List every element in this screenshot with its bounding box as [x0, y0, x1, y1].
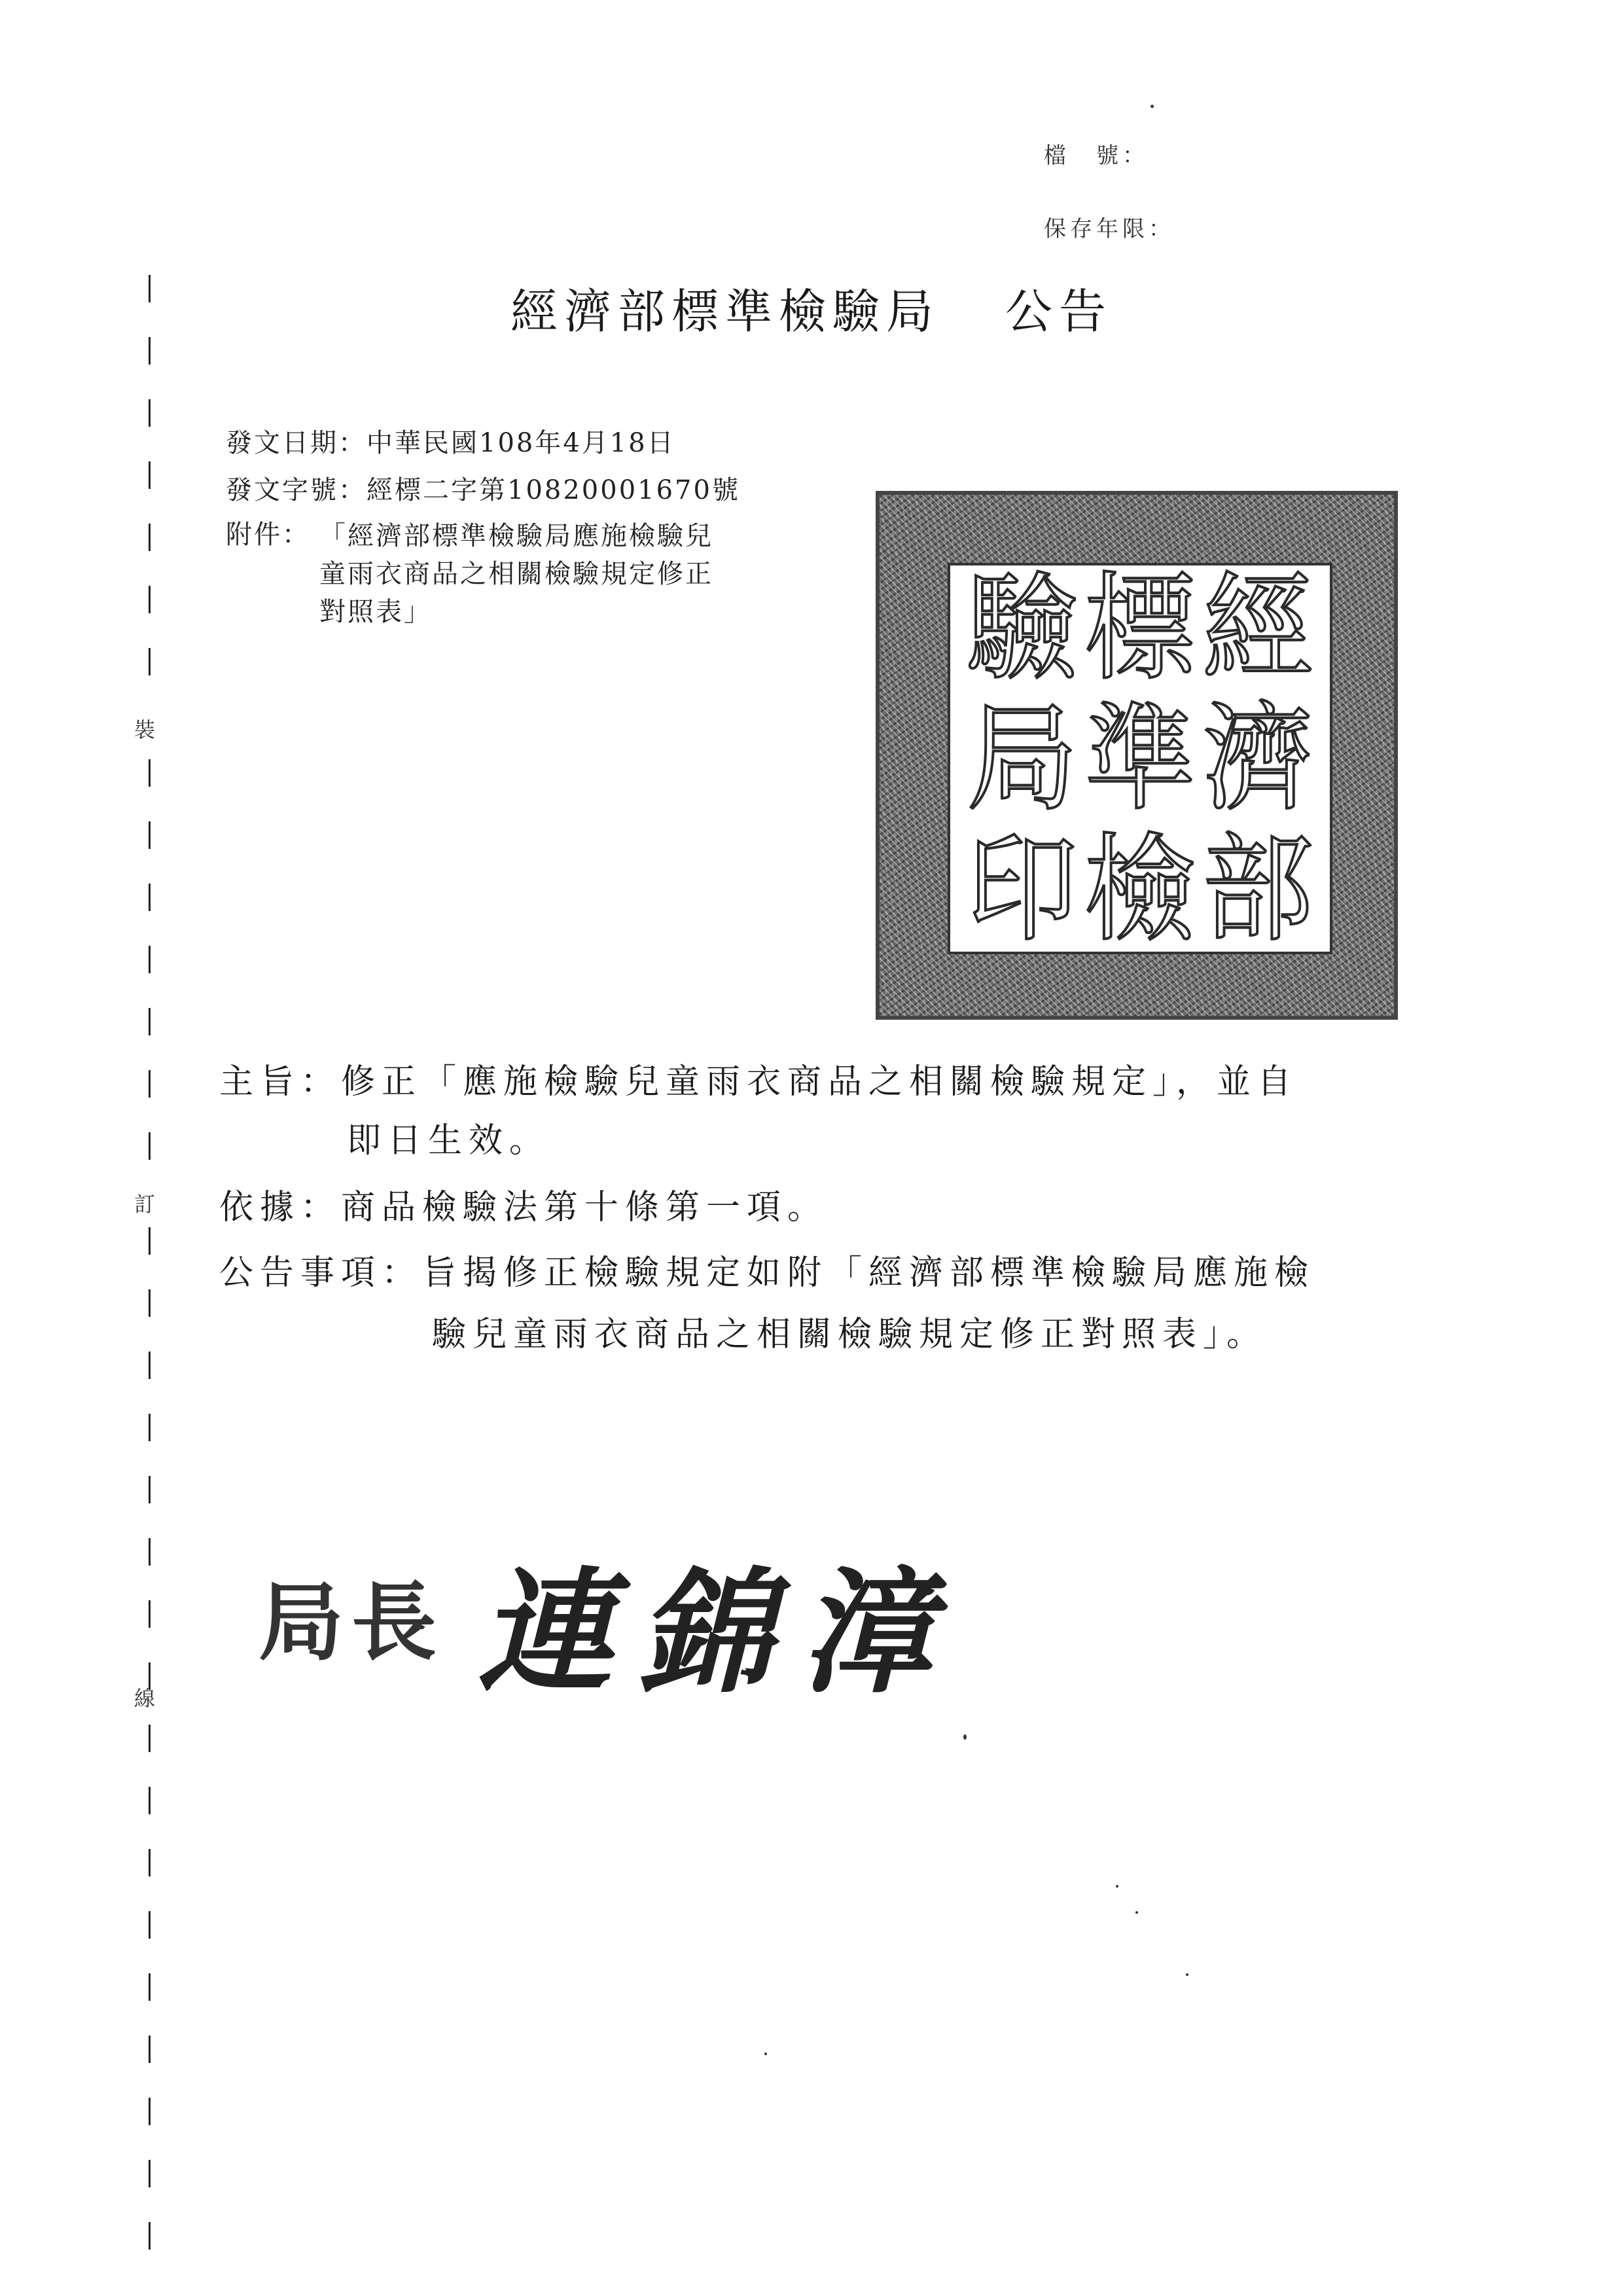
scan-speck [1186, 1973, 1188, 1976]
subject-row-1 [219, 1054, 1298, 1103]
binding-dash-segment [149, 1227, 151, 1255]
binding-dash-segment [149, 2098, 151, 2125]
subject-line-2: 即日生效。 [347, 1121, 550, 1160]
notice-line-2: 驗兒童雨衣商品之相關檢驗規定修正對照表」。 [432, 1315, 1268, 1354]
binding-dash-segment [149, 821, 151, 849]
seal-glyph: 驗 [967, 565, 1078, 697]
seal-glyph: 印 [967, 821, 1078, 952]
seal-glyph: 準 [1084, 691, 1196, 828]
binding-dash-segment [149, 1132, 151, 1160]
scan-speck [1150, 105, 1154, 108]
notice-row-1 [219, 1245, 1315, 1294]
seal-glyph: 標 [1084, 565, 1196, 697]
issue-date-value: 中華民國108年4月18日 [366, 428, 675, 458]
binding-char-staple: 訂 [134, 1192, 156, 1217]
seal-glyph: 局 [967, 691, 1078, 828]
notice-label: 公告事項： [219, 1253, 423, 1293]
binding-dash-segment [149, 1352, 151, 1379]
issue-date-label: 發文日期： [226, 428, 366, 458]
binding-dash-segment [149, 337, 151, 365]
document-title [0, 274, 1623, 342]
retention-period-label: 保存年限： [1044, 216, 1175, 242]
binding-dash-segment [149, 1600, 151, 1628]
binding-dash-segment [149, 1289, 151, 1317]
seal-face [948, 563, 1332, 954]
binding-dash-segment [149, 399, 151, 427]
doc-number-label: 發文字號： [226, 475, 366, 505]
official-seal [876, 491, 1398, 1020]
binding-dash-segment [149, 1070, 151, 1098]
binding-char-line: 線 [134, 1686, 156, 1711]
signature-name: 連錦漳 [478, 1554, 959, 1712]
binding-dash-segment [149, 524, 151, 551]
notice-line-1: 旨揭修正檢驗規定如附「經濟部標準檢驗局應施檢 [422, 1253, 1315, 1293]
scan-speck [764, 2053, 767, 2055]
binding-dash-segment [149, 1538, 151, 1566]
binding-dash-segment [149, 648, 151, 675]
attachment-label: 附件： [226, 520, 310, 550]
signature-title: 局長 [259, 1572, 445, 1672]
binding-dash-segment [149, 1911, 151, 1939]
binding-dash-segment [149, 946, 151, 973]
attachment-line-3: 對照表」 [319, 597, 432, 627]
binding-dash-segment [149, 1414, 151, 1441]
attachment-line-2: 童雨衣商品之相關檢驗規定修正 [319, 559, 713, 589]
binding-dash-segment [149, 275, 151, 302]
subject-line-1: 修正「應施檢驗兒童雨衣商品之相關檢驗規定」，並自 [341, 1062, 1298, 1102]
basis-row [219, 1179, 828, 1229]
subject-label: 主旨： [219, 1062, 342, 1102]
scan-speck [1135, 1911, 1138, 1914]
binding-dash-segment [149, 1787, 151, 1814]
binding-dash-segment [149, 1973, 151, 2001]
basis-text: 商品檢驗法第十條第一項。 [341, 1188, 829, 1227]
binding-dash-segment [149, 586, 151, 613]
document-type: 公告 [1005, 284, 1113, 339]
seal-glyph: 檢 [1084, 821, 1196, 952]
binding-dash-segment [149, 1725, 151, 1752]
scan-speck [963, 1734, 967, 1740]
binding-dash-segment [149, 1476, 151, 1503]
scan-speck [1116, 1885, 1118, 1888]
attachment-line-1: 「經濟部標準檢驗局應施檢驗兒 [319, 521, 713, 551]
binding-dash-segment [149, 461, 151, 489]
issuing-organization: 經濟部標準檢驗局 [510, 284, 940, 339]
seal-glyph: 濟 [1202, 691, 1313, 828]
issue-date-row [226, 423, 675, 463]
binding-char-bind: 裝 [134, 717, 156, 742]
archive-number-label: 檔 號： [1044, 143, 1149, 169]
binding-dash-segment [149, 2222, 151, 2250]
binding-dash-segment [149, 759, 151, 787]
binding-dash-segment [149, 1849, 151, 1876]
seal-glyph: 部 [1202, 821, 1313, 952]
binding-dash-segment [149, 2036, 151, 2063]
binding-dash-segment [149, 1008, 151, 1035]
seal-script-glyphs [950, 565, 1330, 952]
binding-dash-segment [149, 2160, 151, 2187]
doc-number-value: 經標二字第10820001670號 [366, 475, 740, 505]
basis-label: 依據： [219, 1188, 342, 1227]
seal-glyph: 經 [1202, 565, 1313, 697]
doc-number-row [226, 470, 740, 511]
binding-dash-segment [149, 884, 151, 911]
